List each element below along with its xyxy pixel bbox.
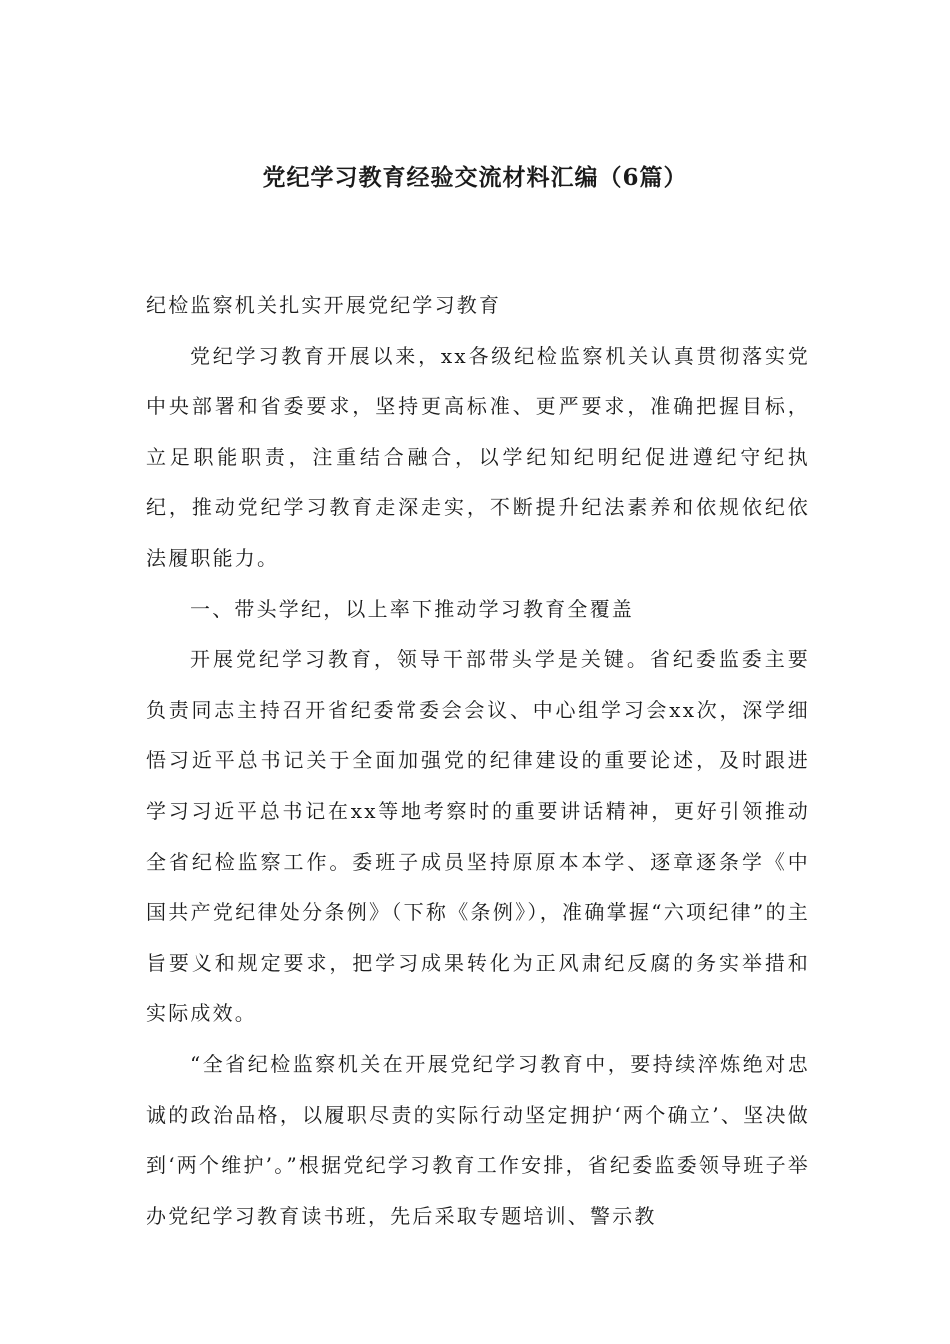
- paragraph-quote: “全省纪检监察机关在开展党纪学习教育中，要持续淬炼绝对忠诚的政治品格，以履职尽责的实际行动坚定拥护‘两个确立’、坚决做到‘两个维护’。”根据党纪学习教育工作安排，省纪委监委领导班子举办党纪学习教育读书班，先后采取专题培训、警示教: [146, 1051, 810, 1228]
- document-body: [146, 280, 810, 1241]
- document-title: 党纪学习教育经验交流材料汇编（6篇）: [262, 164, 688, 191]
- paragraph-intro: 党纪学习教育开展以来，xx各级纪检监察机关认真贯彻落实党中央部署和省委要求，坚持更高标准、更严要求，准确把握目标，立足职能职责，注重结合融合，以学纪知纪明纪促进遵纪守纪执纪，推动党纪学习教育走深走实，不断提升纪法素养和依规依纪依法履职能力。: [146, 343, 810, 570]
- paragraph-leadership: 开展党纪学习教育，领导干部带头学是关键。省纪委监委主要负责同志主持召开省纪委常委会会议、中心组学习会xx次，深学细悟习近平总书记关于全面加强党的纪律建设的重要论述，及时跟进学习习近平总书记在xx等地考察时的重要讲话精神，更好引领推动全省纪检监察工作。委班子成员坚持原原本本学、逐章逐条学《中国共产党纪律处分条例》（下称《条例》），准确掌握“六项纪律”的主旨要义和规定要求，把学习成果转化为正风肃纪反腐的务实举措和实际成效。: [146, 647, 810, 1026]
- article-title: 纪检监察机关扎实开展党纪学习教育: [146, 293, 502, 317]
- section-heading-1: 一、带头学纪，以上率下推动学习教育全覆盖: [190, 596, 634, 621]
